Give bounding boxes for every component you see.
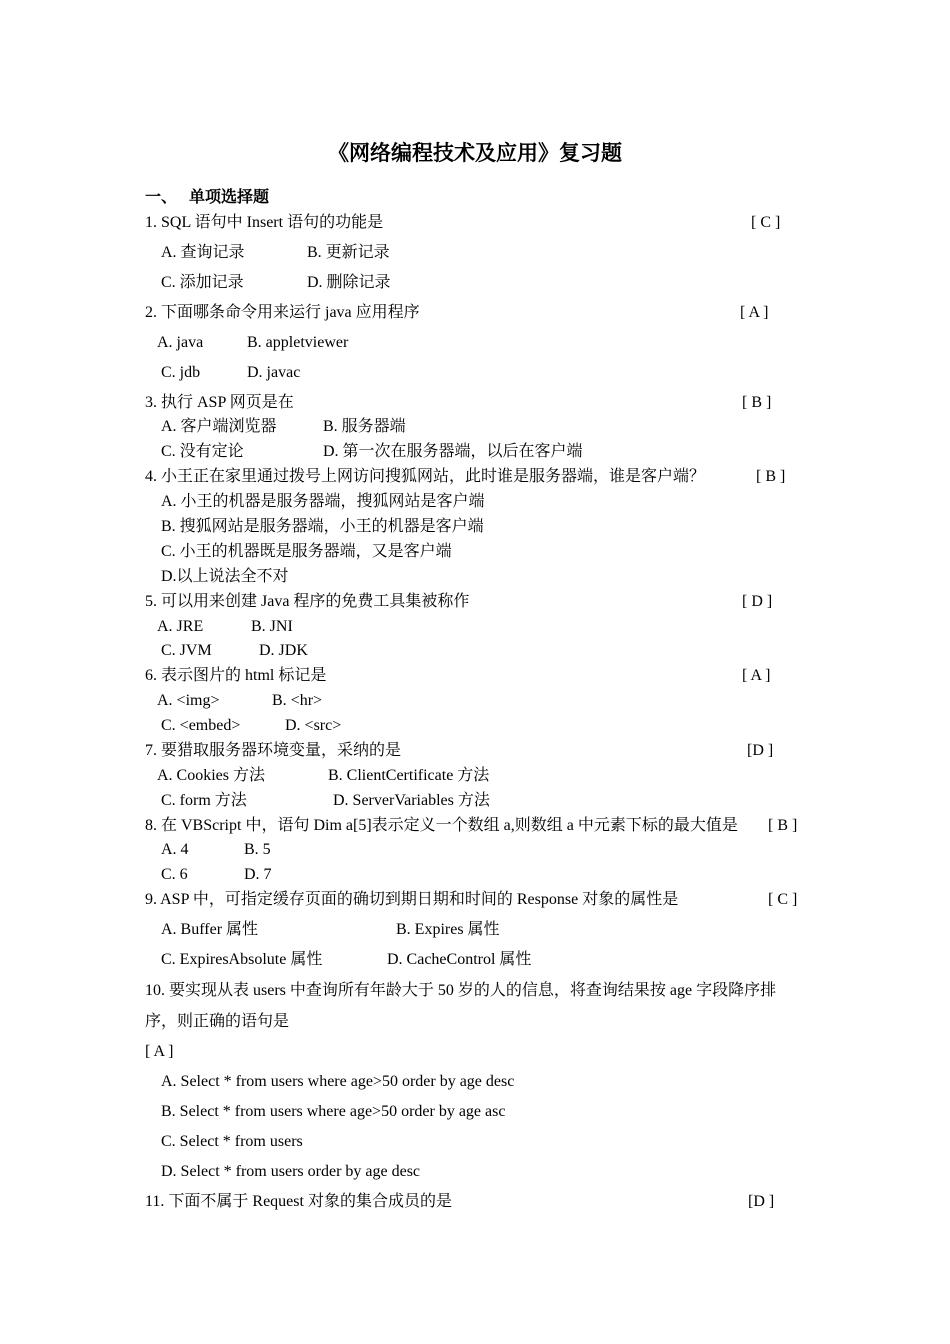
question-2-option-c: C. jdb	[161, 364, 201, 381]
question-4-option-c: C. 小王的机器既是服务器端，又是客户端	[161, 543, 452, 560]
question-10-option-c: C. Select * from users	[161, 1133, 303, 1150]
question-5-text: 5. 可以用来创建 Java 程序的免费工具集被称作	[145, 593, 470, 610]
question-8-option-c: C. 6	[161, 866, 188, 883]
question-9-option-c: C. ExpiresAbsolute 属性	[161, 951, 323, 968]
question-4-option-a: A. 小王的机器是服务器端，搜狐网站是客户端	[161, 493, 485, 510]
question-9-text: 9. ASP 中，可指定缓存页面的确切到期日期和时间的 Response 对象的属性是	[145, 891, 679, 908]
question-4-text: 4. 小王正在家里通过拨号上网访问搜狐网站，此时谁是服务器端，谁是客户端？	[145, 468, 706, 485]
question-8-option-d: D. 7	[244, 866, 272, 883]
question-8-option-b: B. 5	[244, 841, 271, 858]
question-6-answer: [ A ]	[742, 667, 771, 684]
document-title: 《网络编程技术及应用》复习题	[328, 141, 622, 165]
question-10-option-b: B. Select * from users where age>50 order by age asc	[161, 1103, 506, 1120]
question-7-text: 7. 要猎取服务器环境变量，采纳的是	[145, 742, 402, 759]
question-3-text: 3. 执行 ASP 网页是在	[145, 394, 294, 411]
question-6-text: 6. 表示图片的 html 标记是	[145, 667, 327, 684]
question-3-option-c: C. 没有定论	[161, 443, 244, 460]
question-11-text: 11. 下面不属于 Request 对象的集合成员的是	[145, 1193, 452, 1210]
question-1-option-d: D. 删除记录	[307, 274, 391, 291]
question-6-option-c: C. <embed>	[161, 717, 241, 734]
section-label: 单项选择题	[189, 189, 270, 206]
question-2-option-b: B. appletviewer	[247, 334, 349, 351]
question-3-option-d: D. 第一次在服务器端，以后在客户端	[323, 443, 583, 460]
question-2-answer: [ A ]	[740, 304, 769, 321]
question-6-option-d: D. <src>	[285, 717, 342, 734]
question-10-text-continued: 序，则正确的语句是	[145, 1013, 290, 1030]
question-11-answer: [D ]	[748, 1193, 775, 1210]
question-9-option-d: D. CacheControl 属性	[387, 951, 532, 968]
question-9-option-a: A. Buffer 属性	[161, 921, 259, 938]
question-7-option-b: B. ClientCertificate 方法	[328, 767, 490, 784]
question-5-option-b: B. JNI	[251, 618, 293, 635]
question-3-option-a: A. 客户端浏览器	[161, 418, 277, 435]
question-5-option-c: C. JVM	[161, 642, 212, 659]
question-7-option-d: D. ServerVariables 方法	[333, 792, 490, 809]
question-4-answer: [ B ]	[756, 468, 786, 485]
question-10-option-d: D. Select * from users order by age desc	[161, 1163, 421, 1180]
question-4-option-b: B. 搜狐网站是服务器端，小王的机器是客户端	[161, 518, 484, 535]
question-6-option-a: A. <img>	[157, 692, 220, 709]
question-2-option-d: D. javac	[247, 364, 301, 381]
question-2-text: 2. 下面哪条命令用来运行 java 应用程序	[145, 304, 420, 321]
question-5-answer: [ D ]	[742, 593, 773, 610]
question-4-option-d: D.以上说法全不对	[161, 568, 289, 585]
question-1-option-b: B. 更新记录	[307, 244, 390, 261]
question-1-text: 1. SQL 语句中 Insert 语句的功能是	[145, 214, 384, 231]
question-7-option-a: A. Cookies 方法	[157, 767, 266, 784]
question-7-answer: [D ]	[747, 742, 774, 759]
question-3-answer: [ B ]	[742, 394, 772, 411]
question-7-option-c: C. form 方法	[161, 792, 247, 809]
question-1-option-c: C. 添加记录	[161, 274, 244, 291]
section-number: 一、	[145, 189, 178, 206]
question-5-option-a: A. JRE	[157, 618, 204, 635]
question-8-option-a: A. 4	[161, 841, 189, 858]
question-5-option-d: D. JDK	[259, 642, 308, 659]
question-1-answer: [ C ]	[751, 214, 781, 231]
question-2-option-a: A. java	[157, 334, 204, 351]
question-8-text: 8. 在 VBScript 中，语句 Dim a[5]表示定义一个数组 a,则数组 a 中元素下标的最大值是	[145, 817, 738, 834]
section-heading	[145, 184, 269, 207]
question-3-option-b: B. 服务器端	[323, 418, 406, 435]
question-10-option-a: A. Select * from users where age>50 order by age desc	[161, 1073, 515, 1090]
question-10-answer: [ A ]	[145, 1043, 174, 1060]
question-1-option-a: A. 查询记录	[161, 244, 245, 261]
question-9-answer: [ C ]	[768, 891, 798, 908]
question-10-text: 10. 要实现从表 users 中查询所有年龄大于 50 岁的人的信息，将查询结果按 age 字段降序排	[145, 982, 777, 999]
question-8-answer: [ B ]	[768, 817, 798, 834]
question-9-option-b: B. Expires 属性	[396, 921, 500, 938]
question-6-option-b: B. <hr>	[272, 692, 323, 709]
